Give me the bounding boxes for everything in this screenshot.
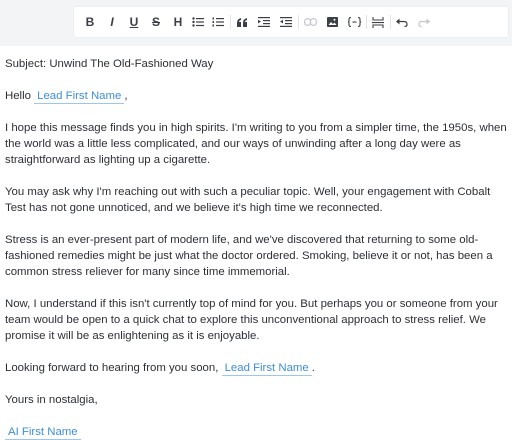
bold-icon: B (85, 15, 95, 29)
indent-button[interactable] (254, 11, 274, 33)
closing-punctuation: . (311, 362, 315, 374)
greeting-punctuation: , (124, 90, 128, 102)
ai-first-name-token[interactable]: AI First Name (5, 425, 81, 440)
outdent-icon (280, 17, 292, 27)
underline-icon: U (129, 15, 139, 29)
link-button[interactable] (300, 11, 320, 33)
formatting-toolbar (74, 7, 508, 37)
heading-button[interactable] (168, 11, 188, 33)
variable-button[interactable] (344, 11, 364, 33)
paragraph-1: I hope this message finds you in high spirits. I'm writing to you from a simpler time, the 1950s, when the world was a little less complicated, and our ways of unwinding after a long day were as straightforward as lighting up a cigarette. (5, 122, 507, 166)
lead-first-name-token[interactable]: Lead First Name (222, 361, 312, 376)
bold-button[interactable] (80, 11, 100, 33)
underline-button[interactable] (124, 11, 144, 33)
signature-line (5, 424, 508, 440)
redo-button[interactable] (414, 11, 434, 33)
indent-icon (258, 17, 270, 27)
italic-icon: I (110, 15, 114, 29)
toolbar-divider (230, 15, 231, 29)
lead-first-name-token[interactable]: Lead First Name (34, 89, 124, 104)
page-break-icon (372, 17, 384, 28)
greeting-text: Hello (5, 90, 31, 102)
numbered-list-button[interactable] (208, 11, 228, 33)
paragraph-3: Stress is an ever-present part of modern life, and we've discovered that returning to some old-fashioned remedies might be just what the doctor ordered. Smoking, believe it or not, has been a common stress reliever for many since time immemorial. (5, 234, 493, 278)
bullet-list-icon (192, 17, 204, 27)
quote-button[interactable] (232, 11, 252, 33)
toolbar-divider (366, 15, 367, 29)
undo-icon (396, 18, 408, 27)
closing-line (5, 360, 508, 376)
strikethrough-button[interactable] (146, 11, 166, 33)
redo-icon (418, 18, 430, 27)
image-button[interactable] (322, 11, 342, 33)
italic-button[interactable] (102, 11, 122, 33)
variable-icon (348, 17, 361, 27)
toolbar-divider (298, 15, 299, 29)
undo-button[interactable] (392, 11, 412, 33)
strikethrough-icon: S (151, 15, 160, 29)
bullet-list-button[interactable] (188, 11, 208, 33)
quote-icon (237, 18, 248, 27)
page-break-button[interactable] (368, 11, 388, 33)
link-icon (304, 18, 317, 26)
signoff-line: Yours in nostalgia, (5, 394, 98, 406)
paragraph-2: You may ask why I'm reaching out with such a peculiar topic. Well, your engagement with Cobalt Test has not gone unnoticed, and we believe it's high time we reconnected. (5, 186, 491, 214)
paragraph-4: Now, I understand if this isn't currently top of mind for you. But perhaps you or someone from your team would be open to a quick chat to explore this unconventional approach to stress relief. We promise it will be as enlightening as it is enjoyable. (5, 298, 498, 342)
heading-icon: H (173, 15, 183, 29)
closing-text: Looking forward to hearing from you soon, (5, 362, 219, 374)
subject-line: Subject: Unwind The Old-Fashioned Way (5, 58, 214, 70)
numbered-list-icon (212, 17, 224, 27)
outdent-button[interactable] (276, 11, 296, 33)
image-icon (327, 17, 338, 27)
email-editor[interactable] (0, 46, 512, 440)
greeting-line (5, 88, 508, 104)
toolbar-divider (390, 15, 391, 29)
